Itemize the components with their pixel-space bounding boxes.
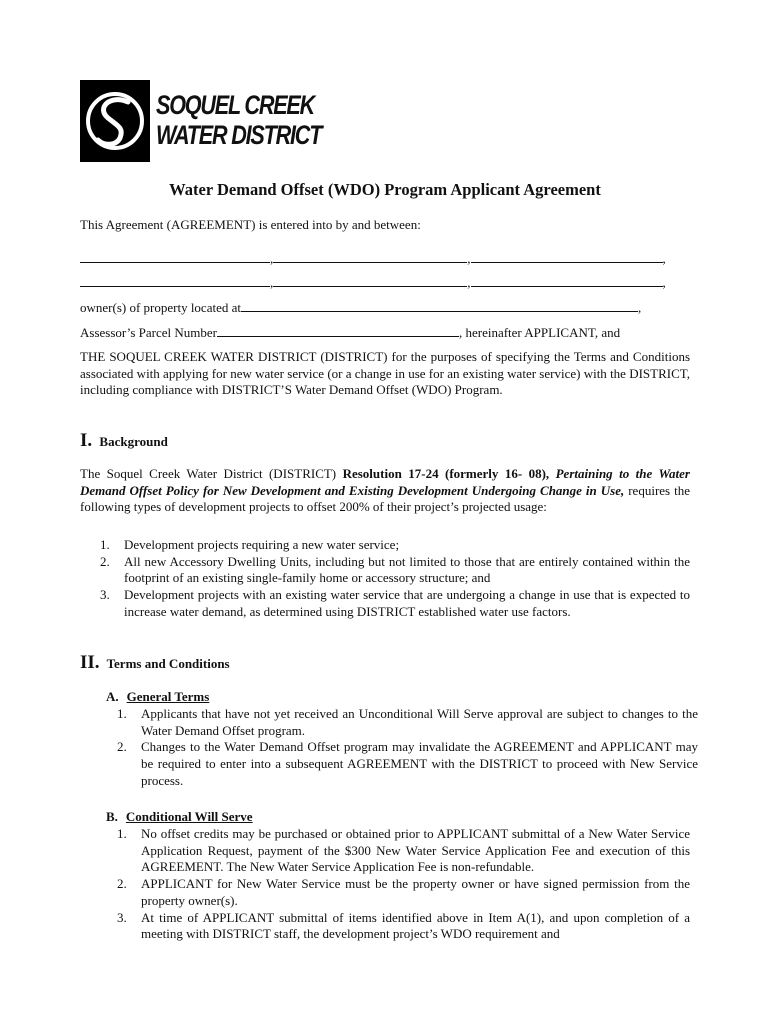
policy-title: Pertaining to the Water Demand Offset Policy for New Development and Existing Development Undergoing Change in Use, — [80, 466, 690, 498]
background-paragraph — [80, 466, 690, 516]
section-1-heading — [80, 430, 168, 452]
district-logo — [80, 80, 320, 162]
party-blanks-row-2: , , , — [80, 274, 670, 290]
list-item: 3. Development projects with an existing water service that are undergoing a change in use that is expected to increase water demand, as determined using DISTRICT established water use factors. — [100, 587, 690, 619]
resolution-ref: Resolution 17-24 (formerly 16- 08), — [342, 466, 556, 481]
apn-row — [80, 324, 690, 342]
intro-text: This Agreement (AGREEMENT) is entered into by and between: — [80, 217, 421, 232]
section-2-title: Terms and Conditions — [106, 656, 230, 671]
apn-suffix: , hereinafter APPLICANT, and — [458, 325, 621, 340]
party-blank-6[interactable] — [471, 274, 663, 287]
party-blank-4[interactable] — [80, 274, 270, 287]
party-blanks-row-1: , , , — [80, 250, 670, 266]
owner-row: owner(s) of property located at , — [80, 300, 642, 315]
list-item: 1. No offset credits may be purchased or obtained prior to APPLICANT submittal of a New Water Service Application Request, payment of the $300 New Water Service Application Fee and execution of this AGREEMENT. The New Water Service Application Fee is non-refundable. — [117, 826, 690, 875]
subsection-a-title: General Terms — [126, 689, 210, 704]
district-logo-text — [156, 90, 321, 150]
party-blank-1[interactable] — [80, 250, 270, 263]
district-paragraph: THE SOQUEL CREEK WATER DISTRICT (DISTRICT) for the purposes of specifying the Terms and Conditions associated with applying for new water service (or a change in use for an existing water service) with the DISTRICT, including compliance with DISTRICT’S Water Demand Offset (WDO) Program. — [80, 349, 690, 398]
apn-blank[interactable] — [217, 324, 459, 337]
general-terms-list — [117, 706, 698, 790]
party-blank-3[interactable] — [471, 250, 663, 263]
list-item: 2. All new Accessory Dwelling Units, including but not limited to those that are entirely contained within the footprint of an existing single-family home or accessory structure; and — [100, 553, 690, 586]
list-item: 3. At time of APPLICANT submittal of items identified above in Item A(1), and upon completion of a meeting with DISTRICT staff, the development project’s WDO requirement and — [117, 909, 690, 942]
conditional-will-serve-list — [117, 826, 690, 943]
section-1-title: Background — [99, 434, 168, 449]
party-blank-5[interactable] — [273, 274, 467, 287]
list-item: 2. APPLICANT for New Water Service must be the property owner or have signed permission from the property owner(s). — [117, 876, 690, 908]
background-text-a: The Soquel Creek Water District (DISTRICT) — [80, 466, 343, 481]
section-1-number: I. — [80, 430, 93, 451]
background-list — [100, 537, 690, 621]
subsection-a-heading: A. General Terms — [106, 689, 210, 704]
section-2-number: II. — [80, 652, 100, 673]
district-logo-mark-icon — [80, 80, 150, 162]
party-blank-2[interactable] — [273, 250, 467, 263]
page-title: Water Demand Offset (WDO) Program Applicant Agreement — [169, 180, 601, 199]
owner-label: owner(s) of property located at — [80, 300, 241, 315]
list-item: 2. Changes to the Water Demand Offset program may invalidate the AGREEMENT and APPLICANT may be required to enter into a subsequent AGREEMENT with the DISTRICT to proceed with New Service process. — [117, 739, 698, 788]
property-address-blank[interactable] — [241, 299, 638, 312]
background-text-d: requires the following types of development projects to offset 200% of their project’s projected usage: — [80, 482, 690, 515]
logo-line-1: SOQUEL CREEK — [156, 90, 315, 120]
list-item: 1. Development projects requiring a new water service; — [100, 537, 400, 552]
subsection-b-heading: B. Conditional Will Serve — [106, 809, 253, 824]
section-2-heading — [80, 652, 230, 674]
subsection-b-title: Conditional Will Serve — [125, 809, 253, 824]
logo-line-2: WATER DISTRICT — [156, 120, 322, 150]
apn-label: Assessor’s Parcel Number — [80, 325, 217, 340]
list-item: 1. Applicants that have not yet received an Unconditional Will Serve approval are subject to changes to the Water Demand Offset program. — [117, 706, 698, 738]
